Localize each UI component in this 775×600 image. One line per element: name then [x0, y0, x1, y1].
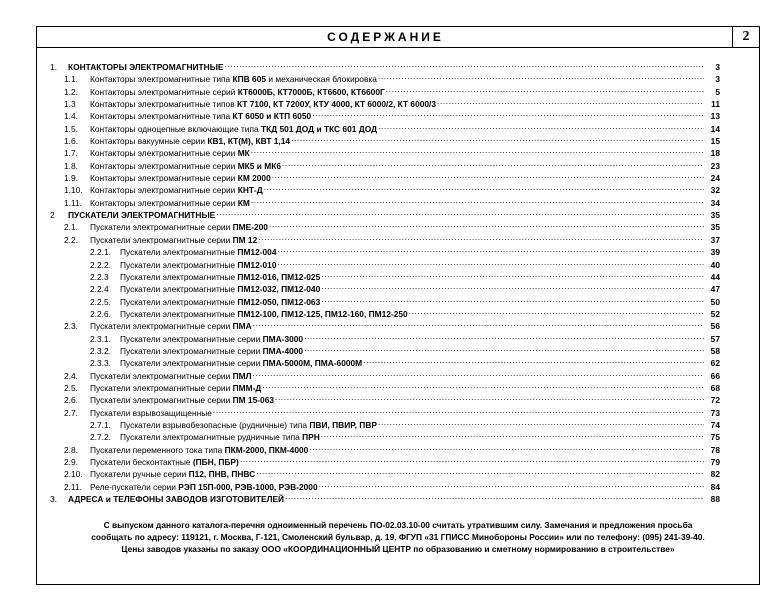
- toc-entry: [50, 157, 720, 169]
- toc-entry-text: Контакторы одноцепные включающие типа: [90, 123, 261, 134]
- toc-entry-page: 39: [710, 247, 720, 258]
- toc-entry-number: 1.3: [64, 99, 76, 110]
- page-number: 2: [732, 27, 759, 47]
- dot-leader: [284, 490, 704, 502]
- toc-entry: [50, 490, 720, 505]
- dot-leader: [223, 58, 704, 70]
- footer-line-2: сообщать по адресу: 119121, г. Москва, Г-121, Смоленский бульвар, д. 19, ФГУП «31 ГПИСС Минобороны России» или по телефону: (095) 241-39-40.: [91, 532, 705, 542]
- toc-entry-model: ПРН: [302, 432, 320, 443]
- toc-entry: [50, 317, 720, 332]
- dot-leader: [250, 194, 704, 206]
- toc-entry-text: Пускатели электромагнитные: [120, 247, 238, 258]
- toc-entry-page: 74: [710, 419, 720, 430]
- toc-entry-page: 73: [710, 407, 720, 418]
- toc-entry: [50, 379, 720, 391]
- toc-entry-model: ТКД 501 ДОД и ТКС 601 ДОД: [260, 123, 378, 134]
- toc-entry: [50, 453, 720, 465]
- toc-entry: [50, 367, 720, 379]
- toc-entry: [50, 441, 720, 453]
- toc-entry-text: Пускатели электромагнитные серии: [90, 370, 233, 381]
- toc-entry-model: КТ 6050 и КТП 6050: [232, 111, 312, 122]
- toc-entry-model: ПМ12-100, ПМ12-125, ПМ12-160, ПМ12-250: [237, 308, 408, 319]
- dot-leader: [320, 268, 704, 280]
- toc-entry-text: Контакторы электромагнитные серии: [90, 160, 238, 171]
- toc-entry-number: 1.8.: [64, 160, 78, 171]
- toc-entry-text: Пускатели электромагнитные: [120, 271, 238, 282]
- toc-entry-model: КМ: [237, 197, 250, 208]
- toc-entry-text: Контакторы электромагнитные типа: [90, 74, 233, 85]
- toc-entry-page: 78: [710, 444, 720, 455]
- toc-entry-text: Пускатели электромагнитные серии: [120, 358, 263, 369]
- footer-note: [38, 519, 758, 555]
- toc-entry-model: ПМЛ: [232, 370, 252, 381]
- toc-entry: [50, 280, 720, 295]
- dot-leader: [277, 256, 705, 268]
- dot-leader: [271, 169, 704, 181]
- dot-leader: [320, 428, 704, 440]
- toc-entry-number: 2.9.: [64, 457, 78, 467]
- toc-entry-model: КНТ-Д: [237, 185, 263, 196]
- toc-entry-text: Контакторы электромагнитные серии: [90, 148, 238, 159]
- toc-entry-page: 50: [710, 296, 720, 307]
- dot-leader: [250, 144, 704, 156]
- toc-entry: [50, 194, 720, 206]
- toc-entry-text: Контакторы электромагнитные серий: [90, 86, 238, 97]
- dot-leader: [308, 441, 704, 453]
- toc-entry-number: 2.7.: [64, 407, 78, 418]
- table-of-contents: [50, 58, 720, 505]
- toc-entry-number: 2.11.: [64, 481, 83, 492]
- toc-entry-page: 13: [710, 111, 720, 122]
- toc-entry-number: 3.: [50, 494, 57, 505]
- dot-leader: [252, 317, 704, 329]
- toc-entry-number: 2.3.1.: [90, 333, 111, 344]
- dot-leader: [408, 305, 704, 317]
- toc-entry-page: 15: [710, 136, 720, 147]
- toc-entry: [50, 83, 720, 95]
- toc-entry-number: 2.3.3.: [90, 358, 111, 369]
- toc-entry-text: Контакторы электромагнитные серии: [90, 173, 238, 184]
- dot-leader: [320, 280, 704, 292]
- toc-entry-text: Пускатели электромагнитные серии: [90, 382, 233, 393]
- toc-entry: [50, 256, 720, 268]
- toc-entry-page: 44: [710, 271, 720, 282]
- toc-entry-model: ПМА-3000: [262, 333, 304, 344]
- dot-leader: [318, 478, 704, 490]
- toc-entry-page: 72: [710, 395, 720, 406]
- toc-entry-number: 2.1.: [64, 222, 78, 233]
- toc-entry-text: Пускатели электромагнитные серии: [90, 222, 233, 233]
- toc-entry-model: МК5 и МК6: [237, 160, 281, 171]
- toc-entry: [50, 144, 720, 159]
- toc-entry-page: 57: [710, 333, 720, 344]
- toc-entry-model: КПВ 605: [232, 74, 267, 85]
- toc-entry-page: 18: [710, 148, 720, 159]
- toc-entry-text: Пускатели электромагнитные рудничные типа: [120, 432, 303, 443]
- toc-entry-page: 3: [715, 74, 720, 85]
- toc-entry-model: ПМЕ-200: [232, 222, 268, 233]
- dot-leader: [311, 107, 704, 119]
- toc-entry-number: 2: [50, 210, 55, 221]
- toc-entry-model: КМ 2000: [237, 173, 271, 184]
- toc-entry-number: 1.5.: [64, 123, 78, 134]
- toc-entry-page: 68: [710, 382, 720, 393]
- toc-entry-text: Пускатели электромагнитные серии: [90, 321, 233, 332]
- toc-entry-model: ПМ12-010: [237, 259, 277, 270]
- toc-entry-page: 23: [710, 160, 720, 171]
- toc-entry-title: [68, 493, 284, 505]
- toc-entry-number: 2.7.1.: [90, 419, 111, 430]
- toc-entry: [50, 465, 720, 480]
- toc-entry-text: Пускатели взрывобезопасные (рудничные) типа: [120, 419, 310, 430]
- toc-entry: [50, 206, 720, 221]
- toc-entry-model: ПМ 15-063: [232, 395, 275, 406]
- toc-entry-model: ПМ12-004: [237, 247, 277, 258]
- dot-leader: [290, 132, 704, 144]
- toc-entry-number: 2.2.3: [90, 271, 109, 282]
- toc-entry: [50, 428, 720, 443]
- toc-entry-number: 2.2.5.: [90, 296, 111, 307]
- toc-entry-page: 32: [710, 185, 720, 196]
- toc-entry-page: 79: [710, 457, 720, 467]
- toc-entry-text: Пускатели переменного тока типа: [90, 444, 225, 455]
- toc-entry-number: 1.6.: [64, 136, 78, 147]
- toc-entry-model: ПМ12-016, ПМ12-025: [237, 271, 321, 282]
- toc-entry: [50, 58, 720, 70]
- toc-entry-page: 24: [710, 173, 720, 184]
- toc-entry: [50, 169, 720, 184]
- dot-leader: [436, 95, 704, 107]
- toc-entry-model: ПМА-5000М, ПМА-6000М: [262, 358, 363, 369]
- toc-entry-page: 52: [710, 308, 720, 319]
- dot-leader: [239, 453, 704, 465]
- toc-entry-number: 1.9.: [64, 173, 78, 184]
- dot-leader: [257, 231, 704, 243]
- toc-entry: [50, 342, 720, 354]
- dot-leader: [377, 70, 704, 82]
- dot-leader: [303, 330, 704, 342]
- toc-entry-number: 1.: [50, 62, 57, 72]
- toc-entry-text: Пускатели электромагнитные: [120, 308, 238, 319]
- toc-entry-text: Контакторы вакуумные серии: [90, 136, 208, 147]
- page-title: СОДЕРЖАНИЕ: [327, 30, 444, 44]
- footer-line-1: С выпуском данного каталога-перечня одноименный перечень ПО-02.03.10-00 считать утратившим силу. Замечания и предложения просьба: [103, 520, 693, 530]
- toc-entry: [50, 243, 720, 258]
- toc-entry-number: 2.10.: [64, 469, 83, 480]
- toc-entry-page: 56: [710, 321, 720, 332]
- footer-line-3: Цены заводов указаны по заказу ООО «КООРДИНАЦИОННЫЙ ЦЕНТР по образованию и сметному нормированию в строительстве»: [121, 544, 675, 554]
- toc-entry-page: 37: [710, 234, 720, 245]
- toc-entry-number: 1.10.: [64, 185, 83, 196]
- toc-entry-page: 75: [710, 432, 720, 443]
- dot-leader: [320, 293, 704, 305]
- toc-entry-number: 2.4.: [64, 370, 78, 381]
- toc-entry-number: 2.7.2.: [90, 432, 111, 443]
- toc-entry-page: 58: [710, 345, 720, 356]
- toc-entry-model: ПВИ, ПВИР, ПВР: [309, 419, 377, 430]
- toc-entry-model: ПМА-4000: [262, 345, 304, 356]
- toc-entry: [50, 181, 720, 196]
- toc-entry-page: 3: [715, 62, 720, 72]
- dot-leader: [212, 404, 704, 416]
- toc-entry-number: 2.6.: [64, 395, 78, 406]
- dot-leader: [274, 391, 704, 403]
- toc-entry: [50, 330, 720, 342]
- toc-entry-text: Пускатели электромагнитные серии: [90, 395, 233, 406]
- toc-entry-number: 1.4.: [64, 111, 78, 122]
- toc-entry-model: ПМА: [232, 321, 252, 332]
- dot-leader: [261, 379, 704, 391]
- toc-entry-number: 2.2.4: [90, 284, 109, 295]
- toc-entry-text: Пускатели электромагнитные серии: [90, 234, 233, 245]
- toc-entry-model: ПММ-Д: [232, 382, 262, 393]
- toc-entry-page: 82: [710, 469, 720, 480]
- toc-entry-number: 2.2.6.: [90, 308, 111, 319]
- toc-entry-model: РЭП 15П-000, РЭВ-1000, РЭВ-2000: [178, 481, 318, 492]
- dot-leader: [385, 83, 704, 95]
- dot-leader: [377, 120, 704, 132]
- toc-entry-number: 2.3.: [64, 321, 78, 332]
- dot-leader: [263, 181, 704, 193]
- toc-entry-page: 11: [711, 99, 720, 110]
- toc-entry-number: 2.8.: [64, 444, 78, 455]
- toc-entry-text: Контакторы электромагнитные типа: [90, 111, 233, 122]
- toc-entry-text: АДРЕСА и ТЕЛЕФОНЫ ЗАВОДОВ ИЗГОТОВИТЕЛЕЙ: [68, 494, 285, 505]
- toc-entry-number: 2.5.: [64, 382, 78, 393]
- toc-entry-text: ПУСКАТЕЛИ ЭЛЕКТРОМАГНИТНЫЕ: [68, 210, 216, 221]
- toc-entry-text: Пускатели взрывозащищенные: [90, 407, 212, 418]
- toc-entry: [50, 391, 720, 406]
- toc-entry: [50, 268, 720, 280]
- toc-entry: [50, 293, 720, 305]
- dot-leader: [362, 354, 704, 366]
- toc-entry: [50, 478, 720, 490]
- toc-entry-model: ПМ12-050, ПМ12-063: [237, 296, 321, 307]
- toc-entry: [50, 132, 720, 147]
- toc-entry: [50, 416, 720, 428]
- dot-leader: [268, 218, 704, 230]
- toc-entry-text: Контакторы электромагнитные типов: [90, 99, 237, 110]
- dot-leader: [277, 243, 705, 255]
- toc-entry-number: 1.7.: [64, 148, 78, 159]
- toc-entry-page: 88: [710, 494, 720, 505]
- toc-entry-text: КОНТАКТОРЫ ЭЛЕКТРОМАГНИТНЫЕ: [68, 62, 224, 72]
- dot-leader: [303, 342, 704, 354]
- toc-entry-page: 66: [710, 370, 720, 381]
- toc-entry-model: КВ1, КТ(М), КВТ 1,14: [207, 136, 291, 147]
- toc-entry-model: ПКМ-2000, ПКМ-4000: [224, 444, 309, 455]
- toc-entry-text: Контакторы электромагнитные серии: [90, 185, 238, 196]
- toc-entry: [50, 231, 720, 243]
- toc-entry-number: 1.2.: [64, 86, 78, 97]
- toc-entry-number: 1.1.: [64, 74, 78, 85]
- toc-entry: [50, 120, 720, 132]
- toc-entry-page: 62: [710, 358, 720, 369]
- toc-entry-page: 84: [710, 481, 720, 492]
- toc-entry-model: КТ6000Б, КТ7000Б, КТ6600, КТ6600Г: [237, 86, 385, 97]
- dot-leader: [281, 157, 704, 169]
- toc-entry-text: Контакторы электромагнитные серии: [90, 197, 238, 208]
- toc-entry: [50, 70, 720, 85]
- toc-entry-page: 34: [710, 197, 720, 208]
- toc-entry-model: МК: [237, 148, 250, 159]
- toc-entry-model: КТ 7100, КТ 7200У, КТУ 4000, КТ 6000/2, КТ 6000/3: [237, 99, 437, 110]
- dot-leader: [215, 206, 704, 218]
- toc-entry-number: 2.2.1.: [90, 247, 111, 258]
- toc-entry-page: 35: [710, 222, 720, 233]
- toc-entry-model: ПМ 12: [232, 234, 258, 245]
- toc-entry: [50, 95, 720, 110]
- toc-entry-text: Реле-пускатели серии: [90, 481, 179, 492]
- toc-entry-number: 2.3.2.: [90, 345, 111, 356]
- toc-entry: [50, 107, 720, 122]
- dot-leader: [251, 367, 704, 379]
- toc-entry-text: Пускатели электромагнитные: [120, 284, 238, 295]
- toc-entry: [50, 218, 720, 233]
- toc-entry-text: Пускатели электромагнитные: [120, 296, 238, 307]
- page-header: [36, 26, 760, 48]
- toc-entry: [50, 305, 720, 317]
- toc-entry: [50, 404, 720, 416]
- toc-entry-text: Пускатели электромагнитные: [120, 259, 238, 270]
- toc-entry-text: Пускатели бесконтактные: [90, 457, 193, 467]
- toc-entry-model: ПМ12-032, ПМ12-040: [237, 284, 321, 295]
- toc-entry-text: Пускатели ручные серии: [90, 469, 189, 480]
- toc-entry-page: 47: [710, 284, 720, 295]
- toc-entry-model: П12, ПНВ, ПНВС: [188, 469, 256, 480]
- dot-leader: [255, 465, 704, 477]
- toc-entry-page: 14: [710, 123, 720, 134]
- dot-leader: [377, 416, 704, 428]
- toc-entry-page: 5: [715, 86, 720, 97]
- toc-entry-number: 1.11.: [64, 197, 83, 208]
- toc-entry-text: Пускатели электромагнитные серии: [120, 333, 263, 344]
- toc-entry-number: 2.2.: [64, 234, 78, 245]
- toc-entry-text: Пускатели электромагнитные серии: [120, 345, 263, 356]
- toc-entry-page: 35: [710, 210, 720, 221]
- toc-entry-suffix: и механическая блокировка: [266, 74, 377, 85]
- toc-entry-page: 40: [710, 259, 720, 270]
- toc-entry-number: 2.2.2.: [90, 259, 111, 270]
- toc-entry: [50, 354, 720, 369]
- toc-entry-model: (ПБН, ПБР): [192, 457, 239, 467]
